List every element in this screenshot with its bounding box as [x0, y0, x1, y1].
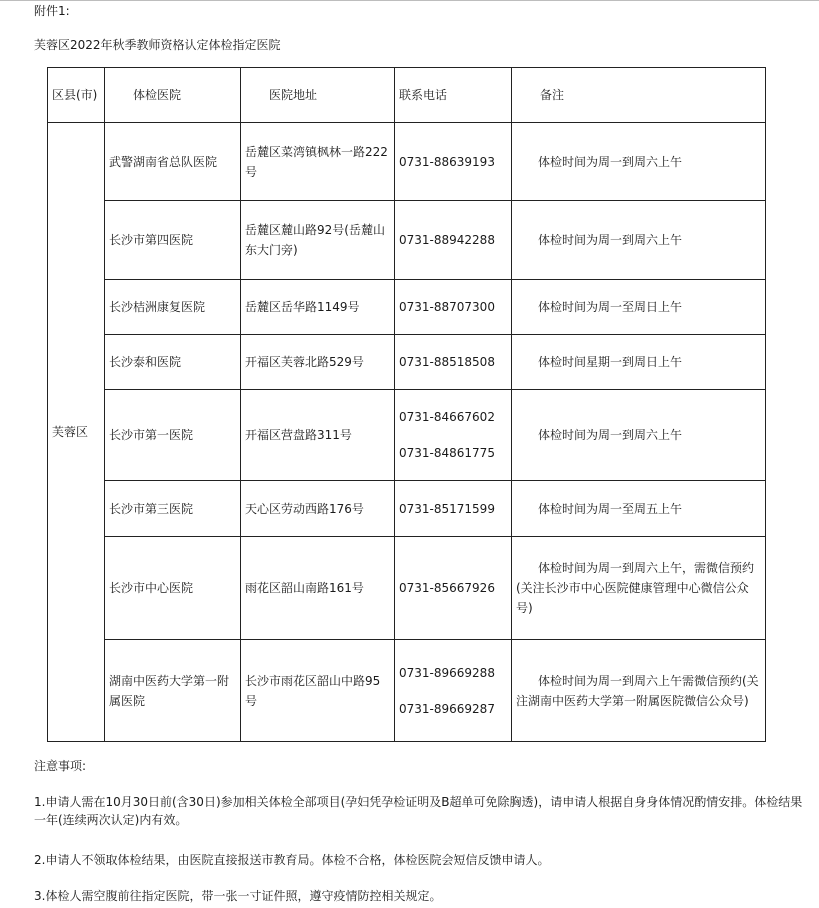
- hospital-table: [47, 67, 766, 742]
- hospital-name: 长沙市中心医院: [105, 537, 241, 640]
- hospital-address: 长沙市雨花区韶山中路95号: [241, 640, 395, 742]
- hospital-phone: 0731-88942288: [395, 201, 512, 280]
- phone-line: 0731-89669288: [399, 665, 495, 680]
- hospital-remarks: 体检时间为周一到周六上午，需微信预约(关注长沙市中心医院健康管理中心微信公众号): [512, 537, 766, 640]
- document-title: 芙蓉区2022年秋季教师资格认定体检指定医院: [34, 38, 281, 52]
- header-phone: 联系电话: [395, 68, 512, 123]
- header-region: 区县(市): [48, 68, 105, 123]
- notes-heading: 注意事项:: [34, 759, 87, 773]
- hospital-name: 长沙泰和医院: [105, 335, 241, 390]
- hospital-address: 开福区营盘路311号: [241, 390, 395, 481]
- table-row: [48, 280, 766, 335]
- hospital-address: 岳麓区菜湾镇枫林一路222号: [241, 123, 395, 201]
- note-item: 2.申请人不领取体检结果，由医院直接报送市教育局。体检不合格，体检医院会短信反馈申请人。: [34, 853, 550, 867]
- hospital-remarks: 体检时间为周一到周六上午需微信预约(关注湖南中医药大学第一附属医院微信公众号): [512, 640, 766, 742]
- hospital-address: 天心区劳动西路176号: [241, 481, 395, 537]
- table-row: [48, 123, 766, 201]
- attachment-label: 附件1:: [34, 4, 70, 18]
- hospital-address: 岳麓区麓山路92号(岳麓山东大门旁): [241, 201, 395, 280]
- table-row: [48, 537, 766, 640]
- hospital-name: 武警湖南省总队医院: [105, 123, 241, 201]
- note-item: 1.申请人需在10月30日前(含30日)参加相关体检全部项目(孕妇凭孕检证明及B超单可免除胸透)，请申请人根据自身身体情况酌情安排。体检结果一年(连续两次认定)内有效。: [34, 795, 803, 827]
- region-cell: 芙蓉区: [48, 123, 105, 742]
- phone-line: 0731-89669287: [399, 701, 495, 716]
- hospital-name: 长沙市第三医院: [105, 481, 241, 537]
- hospital-remarks: 体检时间为周一到周六上午: [512, 201, 766, 280]
- hospital-remarks: 体检时间为周一至周日上午: [512, 280, 766, 335]
- hospital-remarks: 体检时间星期一到周日上午: [512, 335, 766, 390]
- hospital-remarks: 体检时间为周一至周五上午: [512, 481, 766, 537]
- hospital-phone: 0731-85667926: [395, 537, 512, 640]
- hospital-phone: 0731-88707300: [395, 280, 512, 335]
- hospital-address: 岳麓区岳华路1149号: [241, 280, 395, 335]
- hospital-address: 雨花区韶山南路161号: [241, 537, 395, 640]
- phone-line: 0731-84667602: [399, 410, 495, 424]
- table-row: [48, 481, 766, 537]
- table-row: [48, 201, 766, 280]
- hospital-name: 长沙市第一医院: [105, 390, 241, 481]
- table-row: [48, 335, 766, 390]
- phone-line: 0731-84861775: [399, 446, 495, 460]
- table-row: [48, 390, 766, 481]
- hospital-name: 长沙桔洲康复医院: [105, 280, 241, 335]
- hospital-remarks: 体检时间为周一到周六上午: [512, 390, 766, 481]
- table-row: [48, 640, 766, 742]
- note-item: 3.体检人需空腹前往指定医院，带一张一寸证件照，遵守疫情防控相关规定。: [34, 889, 442, 903]
- hospital-name: 长沙市第四医院: [105, 201, 241, 280]
- hospital-name: 湖南中医药大学第一附属医院: [105, 640, 241, 742]
- hospital-phone: 0731-85171599: [395, 481, 512, 537]
- top-divider: [0, 0, 819, 1]
- hospital-phone: 0731-88518508: [395, 335, 512, 390]
- hospital-phone: 0731-88639193: [395, 123, 512, 201]
- header-remarks: 备注: [512, 68, 766, 123]
- hospital-remarks: 体检时间为周一到周六上午: [512, 123, 766, 201]
- table-header-row: [48, 68, 766, 123]
- hospital-phone: [395, 640, 512, 742]
- hospital-address: 开福区芙蓉北路529号: [241, 335, 395, 390]
- header-hospital: 体检医院: [105, 68, 241, 123]
- hospital-phone: [395, 390, 512, 481]
- header-address: 医院地址: [241, 68, 395, 123]
